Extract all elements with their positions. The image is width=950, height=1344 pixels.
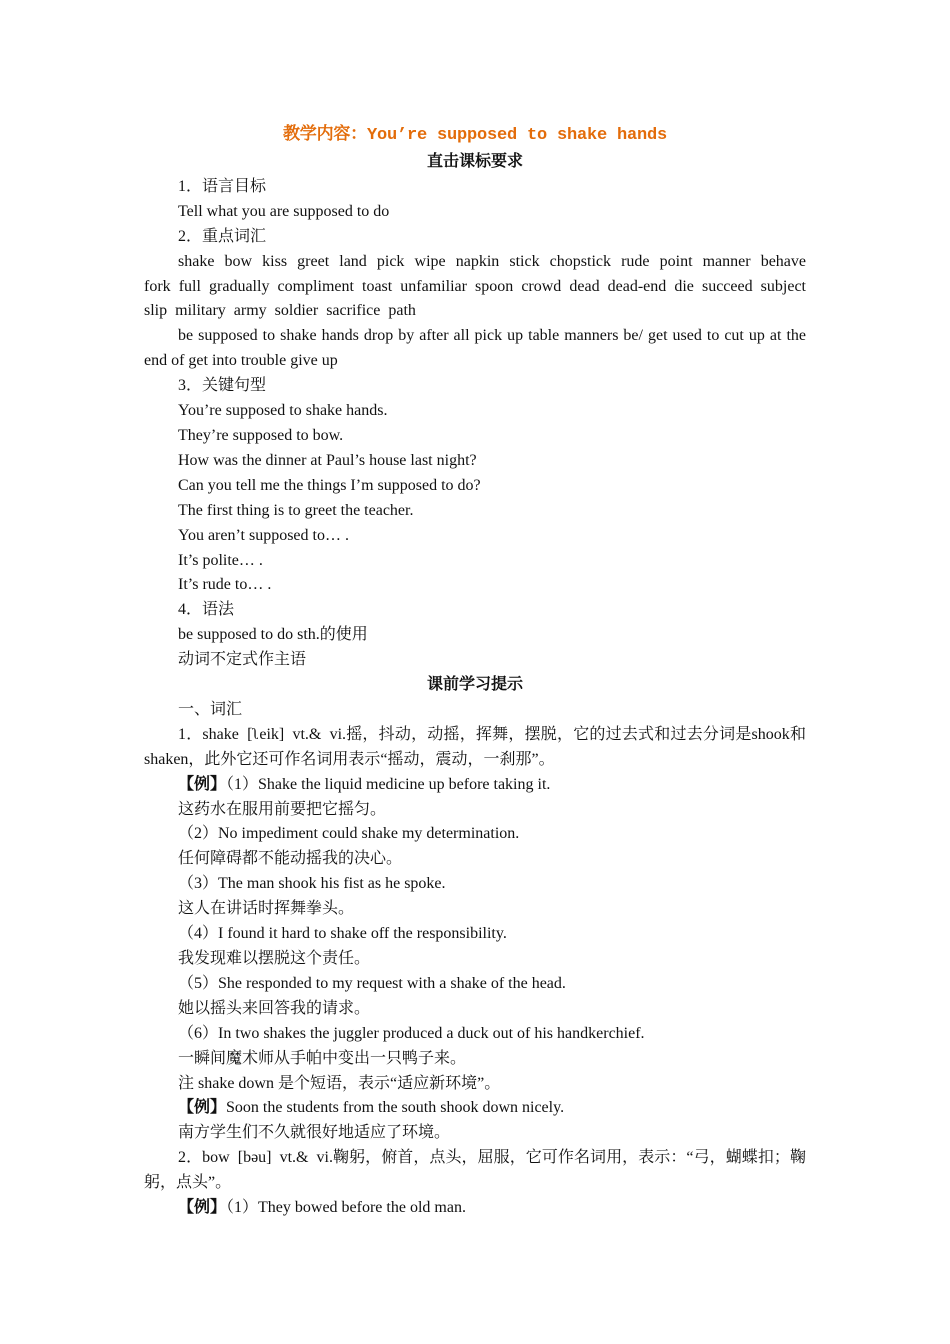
example-zh: 我发现难以摆脱这个责任。 — [178, 950, 371, 967]
example-en: 【例】（1）They bowed before the old man. — [178, 1199, 466, 1217]
note-shake-down: 注 shake down 是个短语，表示“适应新环境”。 — [178, 1074, 501, 1092]
sentence-item: It’s polite… . — [178, 551, 263, 569]
example-zh: 她以摇头来回答我的请求。 — [178, 999, 371, 1017]
vocab-word-list: shake bow kiss greet land pick wipe napkin stick chopstick rude point manner behave fork full gradually compliment toast unfamiliar spoon crowd dead dead-end die succeed subject slip military army soldier sacrifice path — [144, 252, 806, 320]
entry-shake: 1．shake [ʅeik] vt.& vi.摇，抖动，动摇，挥舞，摆脱，它的过去式和过去分词是shook和shaken，此外它还可作名词用表示“摇动，震动，一刹那”。 — [144, 725, 806, 768]
sentence-item: Can you tell me the things I’m supposed to do? — [178, 476, 481, 494]
example-zh: 一瞬间魔术师从手帕中变出一只鸭子来。 — [178, 1049, 467, 1067]
grammar-heading: 4．语法 — [178, 601, 235, 619]
grammar-item: 动词不定式作主语 — [178, 651, 307, 669]
page-title: 教学内容：You’re supposed to shake hands — [282, 126, 668, 145]
example-mark: 【例】 — [178, 1099, 227, 1117]
sentence-item: You’re supposed to shake hands. — [178, 402, 388, 420]
example-zh: 任何障碍都不能动摇我的决心。 — [178, 850, 403, 868]
example-en: （3）The man shook his fist as he spoke. — [178, 875, 446, 893]
example-en: （4）I found it hard to shake off the responsibility. — [178, 925, 507, 943]
vocab-phrase-list: be supposed to shake hands drop by after all pick up table manners be/ get used to cut up at the end of get into trouble give up — [144, 327, 806, 370]
sentence-item: How was the dinner at Paul’s house last night? — [178, 451, 477, 469]
vocab-heading: 2．重点词汇 — [178, 227, 267, 245]
sentence-item: It’s rude to… . — [178, 576, 272, 594]
sentence-item: You aren’t supposed to… . — [178, 526, 349, 544]
example-en: （5）She responded to my request with a shake of the head. — [178, 974, 566, 992]
example-zh: 这人在讲话时挥舞拳头。 — [178, 900, 355, 918]
grammar-item: be supposed to do sth.的使用 — [178, 626, 368, 644]
example-mark: 【例】 — [178, 1199, 227, 1217]
section-heading-course-requirements: 直击课标要求 — [426, 153, 523, 170]
language-goal-heading: 1．语言目标 — [178, 177, 267, 195]
example-en: （2）No impediment could shake my determination. — [178, 825, 520, 843]
note-example-zh: 南方学生们不久就很好地适应了环境。 — [178, 1124, 451, 1142]
example-zh: 这药水在服用前要把它摇匀。 — [178, 800, 387, 818]
sentence-item: They’re supposed to bow. — [178, 426, 344, 444]
example-en: （6）In two shakes the juggler produced a duck out of his handkerchief. — [178, 1024, 645, 1042]
document-page — [144, 122, 806, 1221]
note-example-en: 【例】Soon the students from the south shook down nicely. — [178, 1099, 565, 1117]
example-en: 【例】（1）Shake the liquid medicine up before taking it. — [178, 775, 551, 793]
sentence-heading: 3．关键句型 — [178, 377, 267, 395]
language-goal-text: Tell what you are supposed to do — [178, 202, 390, 220]
example-mark: 【例】 — [178, 775, 227, 793]
sentence-item: The first thing is to greet the teacher. — [178, 501, 414, 519]
vocab-part-heading: 一、词汇 — [178, 700, 243, 718]
entry-bow: 2．bow [bəu] vt.& vi.鞠躬，俯首，点头，屈服，它可作名词用，表示：“弓，蝴蝶扣；鞠躬，点头”。 — [144, 1149, 806, 1192]
section-heading-preview-tips: 课前学习提示 — [426, 676, 523, 694]
